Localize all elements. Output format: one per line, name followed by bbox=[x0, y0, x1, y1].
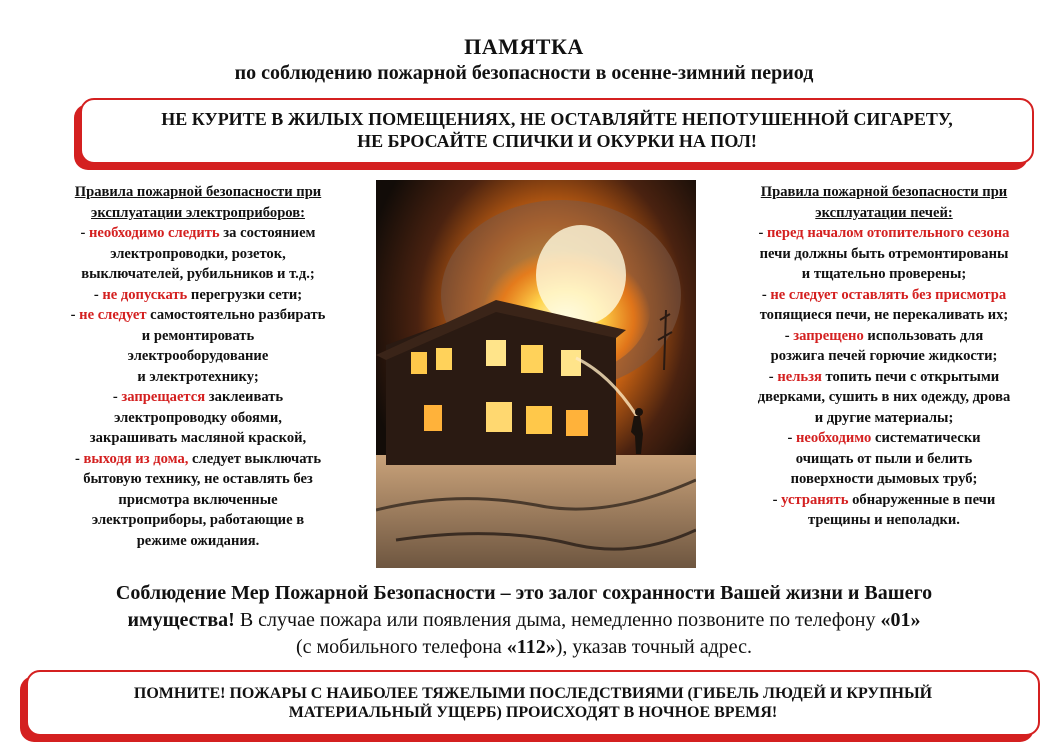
bottom-warning-banner bbox=[26, 670, 1040, 736]
burning-house-illustration bbox=[376, 180, 696, 568]
rule-text: перегрузки сети; bbox=[187, 286, 303, 303]
bottom-warning-line-2: МАТЕРИАЛЬНЫЙ УЩЕРБ) ПРОИСХОДЯТ В НОЧНОЕ ВРЕМЯ! bbox=[288, 704, 778, 721]
rule-text-line: бытовую технику, не оставлять без bbox=[83, 471, 313, 487]
notice-bold-line-2: имущества! bbox=[127, 609, 235, 631]
rule-text: следует выключать bbox=[188, 450, 322, 467]
rule-text-line: и ремонтировать bbox=[141, 327, 255, 344]
rule-item-line: - не допускать перегрузки сети; bbox=[93, 286, 303, 303]
rule-accent: выходя из дома, bbox=[83, 450, 189, 467]
electrical-rules bbox=[28, 182, 368, 551]
stove-rules bbox=[718, 182, 1048, 531]
rule-text: за состоянием bbox=[219, 225, 316, 241]
rule-text-line: выключателей, рубильников и т.д.; bbox=[81, 266, 315, 282]
top-warning-banner bbox=[80, 98, 1034, 164]
rule-item-line: - не следует оставлять без присмотра bbox=[761, 286, 1007, 303]
rule-text-line: электропроводку обоями, bbox=[114, 409, 282, 426]
rule-item-line: - не следует самостоятельно разбирать bbox=[70, 307, 326, 323]
electrical-rules-heading-2: эксплуатации электроприборов: bbox=[91, 204, 305, 221]
notice-mobile-text-b: ), указав точный адрес. bbox=[555, 636, 753, 658]
rule-text-line: присмотра включенные bbox=[118, 491, 278, 508]
notice-call-text: В случае пожара или появления дыма, немедленно позвоните по телефону bbox=[234, 609, 881, 631]
rule-text: систематически bbox=[871, 430, 981, 446]
rule-text-line: топящиеся печи, не перекаливать их; bbox=[759, 307, 1009, 323]
rule-text: использовать для bbox=[863, 327, 984, 344]
rule-text: самостоятельно разбирать bbox=[146, 307, 326, 323]
rule-text-line: электропроводки, розеток, bbox=[110, 245, 286, 262]
rule-accent: необходимо bbox=[795, 430, 872, 446]
rule-accent: нельзя bbox=[777, 368, 822, 385]
rule-accent: перед началом отопительного сезона bbox=[767, 225, 1010, 241]
stove-rules-heading-2: эксплуатации печей: bbox=[815, 204, 953, 221]
top-warning-line-1: НЕ КУРИТЕ В ЖИЛЫХ ПОМЕЩЕНИЯХ, НЕ ОСТАВЛЯЙТЕ НЕПОТУШЕННОЙ СИГАРЕТУ, bbox=[161, 109, 953, 130]
rule-text: топить печи с открытыми bbox=[821, 368, 1000, 385]
rule-text-line: поверхности дымовых труб; bbox=[790, 471, 978, 487]
rule-text-line: печи должны быть отремонтированы bbox=[759, 245, 1009, 262]
rule-text-line: электроприборы, работающие в bbox=[91, 512, 305, 528]
rule-item-line: - устранять обнаруженные в печи bbox=[772, 491, 996, 508]
rule-accent: необходимо следить bbox=[89, 225, 220, 241]
rule-text-line: и тщательно проверены; bbox=[801, 266, 967, 282]
rule-item-line: - запрещается заклеивать bbox=[112, 389, 284, 405]
rule-text-line: трещины и неполадки. bbox=[808, 512, 960, 528]
rule-item-line: - необходимо систематически bbox=[787, 430, 981, 446]
rule-item-line: - нельзя топить печи с открытыми bbox=[768, 368, 1000, 385]
rule-accent: не допускать bbox=[102, 286, 188, 303]
rule-text-line: очищать от пыли и белить bbox=[795, 450, 973, 467]
electrical-rules-heading-1: Правила пожарной безопасности при bbox=[74, 184, 322, 200]
rule-accent: запрещено bbox=[793, 327, 864, 344]
rule-accent: не следует bbox=[79, 307, 147, 323]
burning-house-photo bbox=[376, 180, 696, 568]
rule-item-line: - запрещено использовать для bbox=[784, 327, 984, 344]
rule-item-line: - необходимо следить за состоянием bbox=[80, 225, 316, 241]
rule-text-line: дверками, сушить в них одежду, дрова bbox=[757, 389, 1011, 405]
rule-accent: запрещается bbox=[121, 389, 206, 405]
rule-text-line: и другие материалы; bbox=[814, 409, 954, 426]
safety-notice bbox=[20, 580, 1028, 661]
emergency-phone-112: «112» bbox=[506, 636, 556, 658]
rule-text-line: электрооборудование bbox=[127, 348, 269, 364]
rule-accent: устранять bbox=[781, 491, 849, 508]
page-subtitle: по соблюдению пожарной безопасности в осенне-зимний период bbox=[234, 62, 814, 84]
rule-accent: не следует оставлять без присмотра bbox=[770, 286, 1007, 303]
rule-text: заклеивать bbox=[205, 389, 284, 405]
rule-text-line: розжига печей горючие жидкости; bbox=[770, 348, 998, 364]
rule-text: обнаруженные в печи bbox=[848, 491, 996, 508]
rule-item-line: - выходя из дома, следует выключать bbox=[74, 450, 322, 467]
bottom-warning-line-1: ПОМНИТЕ! ПОЖАРЫ С НАИБОЛЕЕ ТЯЖЕЛЫМИ ПОСЛЕДСТВИЯМИ (ГИБЕЛЬ ЛЮДЕЙ И КРУПНЫЙ bbox=[133, 684, 933, 702]
stove-rules-heading-1: Правила пожарной безопасности при bbox=[760, 184, 1008, 200]
emergency-phone-01: «01» bbox=[880, 609, 921, 631]
notice-mobile-text-a: (с мобильного телефона bbox=[295, 636, 507, 658]
rule-text-line: и электротехнику; bbox=[137, 368, 259, 385]
rule-text-line: режиме ожидания. bbox=[136, 532, 260, 549]
top-warning-line-2: НЕ БРОСАЙТЕ СПИЧКИ И ОКУРКИ НА ПОЛ! bbox=[357, 131, 757, 151]
rule-text-line: закрашивать масляной краской, bbox=[89, 430, 307, 446]
notice-bold-line-1: Соблюдение Мер Пожарной Безопасности – это залог сохранности Вашей жизни и Вашего bbox=[115, 582, 933, 604]
rule-item-line: - перед началом отопительного сезона bbox=[758, 225, 1010, 241]
page-title: ПАМЯТКА bbox=[464, 34, 584, 59]
